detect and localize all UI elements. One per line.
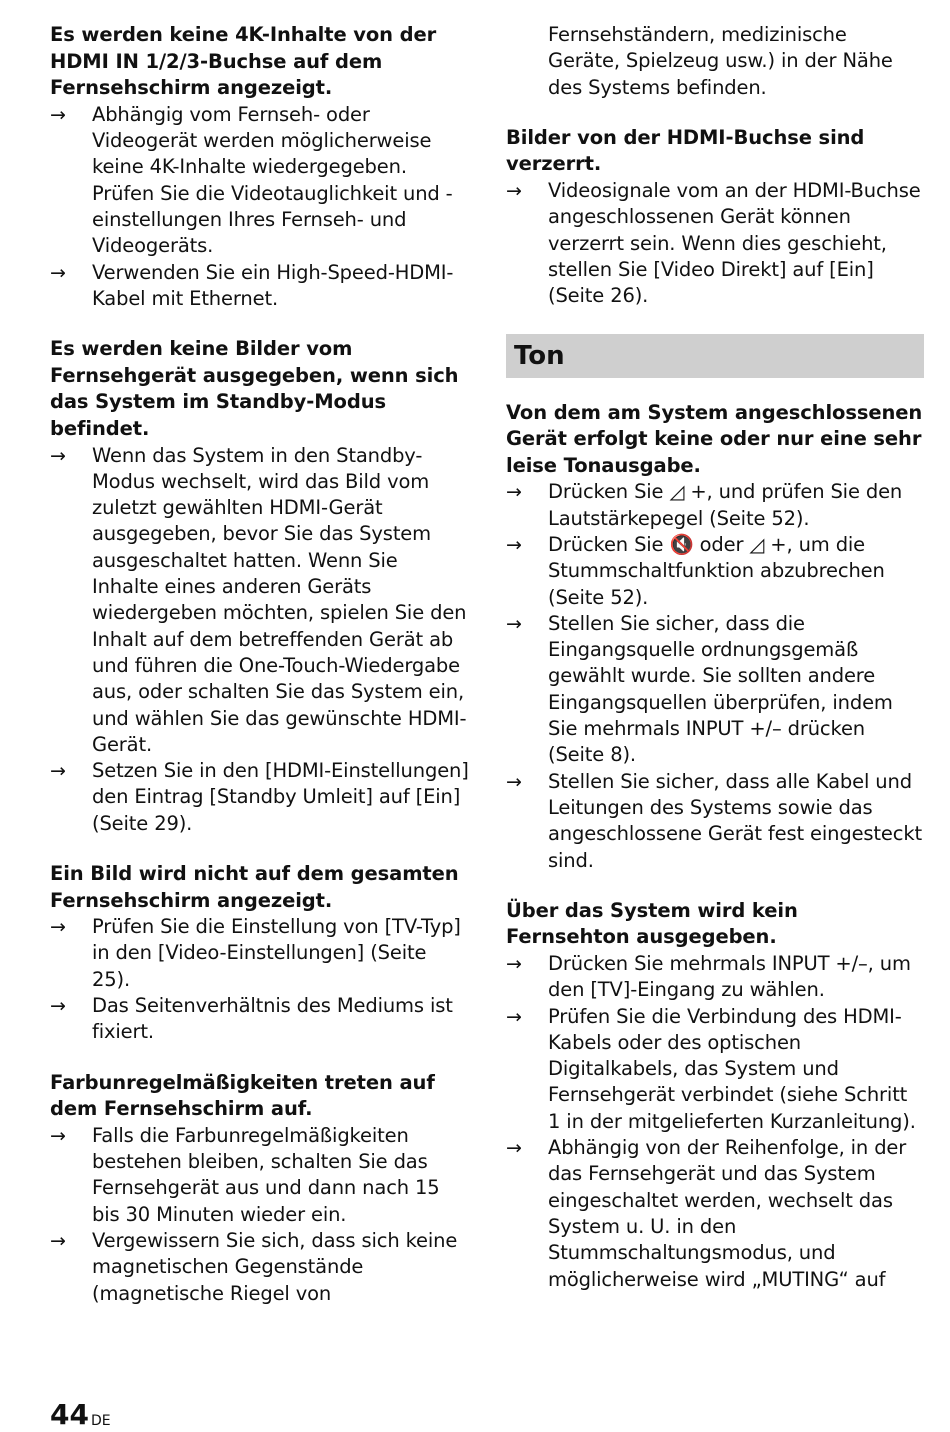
list-item: → Prüfen Sie die Verbindung des HDMI-Kabels oder des optischen Digitalkabels, das System und Fernsehgerät verbindet (siehe Schritt 1 in der mitgelieferten Kurzanleitung). bbox=[506, 1004, 916, 1133]
section-4k-content bbox=[50, 22, 470, 312]
continued-text: Fernsehständern, medizinische Geräte, Spielzeug usw.) in der Nähe des Systems befinden. bbox=[548, 23, 893, 99]
section-no-tv-sound bbox=[506, 898, 924, 1293]
list-item: → Drücken Sie 🔇 oder ◿ +, um die Stummschaltfunktion abzubrechen (Seite 52). bbox=[506, 532, 885, 609]
arrow-icon: → bbox=[506, 770, 522, 793]
arrow-icon: → bbox=[50, 760, 66, 783]
section-no-sound bbox=[506, 400, 924, 874]
page-number-value: 44 bbox=[50, 1398, 89, 1431]
question-heading: Über das System wird kein Fernsehton ausgegeben. bbox=[506, 898, 798, 949]
arrow-icon: → bbox=[50, 103, 66, 126]
arrow-icon: → bbox=[506, 1137, 522, 1160]
list-item: → Abhängig von der Reihenfolge, in der das Fernsehgerät und das System eingeschaltet werden, wechselt das System u. U. in den Stummschaltungsmodus, und möglicherweise wird „MUTING“ auf bbox=[506, 1136, 907, 1291]
arrow-icon: → bbox=[506, 481, 522, 504]
list-item: → Abhängig vom Fernseh- oder Videogerät werden möglicherweise keine 4K-Inhalte wiedergegeben. Prüfen Sie die Videotauglichkeit und -einstellungen Ihres Fernseh- und Videogeräts. bbox=[50, 102, 453, 258]
left-column bbox=[50, 22, 470, 1331]
list-item: → Videosignale vom an der HDMI-Buchse angeschlossenen Gerät können verzerrt sein. Wenn dies geschieht, stellen Sie [Video Direkt] auf [Ein] (Seite 26). bbox=[506, 179, 921, 308]
arrow-icon: → bbox=[506, 612, 522, 635]
question-heading: Es werden keine 4K-Inhalte von der HDMI IN 1/2/3-Buchse auf dem Fernsehschirm angezeigt. bbox=[50, 23, 437, 100]
question-heading: Von dem am System angeschlossenen Gerät erfolgt keine oder nur eine sehr leise Tonausgabe. bbox=[506, 400, 923, 477]
section-hdmi-distorted bbox=[506, 125, 924, 310]
right-column bbox=[506, 22, 924, 1317]
arrow-icon: → bbox=[50, 261, 66, 284]
list-item: → Das Seitenverhältnis des Mediums ist fixiert. bbox=[50, 994, 453, 1044]
list-item: → Vergewissern Sie sich, dass sich keine magnetischen Gegenstände (magnetische Riegel von bbox=[50, 1229, 458, 1305]
arrow-icon: → bbox=[506, 180, 522, 203]
section-band-ton bbox=[506, 334, 924, 378]
section-standby-output bbox=[50, 336, 470, 837]
list-item: → Falls die Farbunregelmäßigkeiten bestehen bleiben, schalten Sie das Fernsehgerät aus und dann nach 15 bis 30 Minuten wieder ein. bbox=[50, 1123, 440, 1226]
arrow-icon: → bbox=[506, 1005, 522, 1028]
arrow-icon: → bbox=[50, 995, 66, 1018]
section-continuation bbox=[506, 22, 924, 101]
question-heading: Bilder von der HDMI-Buchse sind verzerrt. bbox=[506, 125, 865, 176]
arrow-icon: → bbox=[50, 916, 66, 939]
question-heading: Es werden keine Bilder vom Fernsehgerät ausgegeben, wenn sich das System im Standby-Modus befindet. bbox=[50, 337, 459, 440]
section-title: Ton bbox=[514, 340, 565, 371]
question-heading: Farbunregelmäßigkeiten treten auf dem Fernsehschirm auf. bbox=[50, 1070, 435, 1121]
list-item: → Setzen Sie in den [HDMI-Einstellungen] den Eintrag [Standby Umleit] auf [Ein] (Seite 29). bbox=[50, 759, 469, 835]
question-heading: Ein Bild wird nicht auf dem gesamten Fernsehschirm angezeigt. bbox=[50, 861, 459, 912]
list-item: → Stellen Sie sicher, dass die Eingangsquelle ordnungsgemäß gewählt wurde. Sie sollten andere Eingangsquellen überprüfen, indem Sie mehrmals INPUT +/– drücken (Seite 8). bbox=[506, 611, 893, 767]
arrow-icon: → bbox=[50, 1124, 66, 1147]
list-item: → Verwenden Sie ein High-Speed-HDMI-Kabel mit Ethernet. bbox=[50, 260, 454, 310]
list-item: → Drücken Sie mehrmals INPUT +/–, um den [TV]-Eingang zu wählen. bbox=[506, 951, 911, 1002]
list-item: → Wenn das System in den Standby-Modus wechselt, wird das Bild vom zuletzt gewählten HDMI-Gerät ausgegeben, bevor Sie das System ausgeschaltet hatten. Wenn Sie Inhalte eines anderen Geräts wiedergeben möchten, spielen Sie den Inhalt auf dem betreffenden Gerät ab und führen die One-Touch-Wiedergabe aus, oder schalten Sie das System ein, und wählen Sie das gewünschte HDMI-Gerät. bbox=[50, 443, 467, 756]
page-number-suffix: DE bbox=[90, 1413, 111, 1429]
list-item: → Prüfen Sie die Einstellung von [TV-Typ] in den [Video-Einstellungen] (Seite 25). bbox=[50, 915, 461, 991]
arrow-icon: → bbox=[506, 952, 522, 975]
page-number bbox=[50, 1398, 111, 1432]
arrow-icon: → bbox=[506, 533, 522, 556]
list-item: → Drücken Sie ◿ +, und prüfen Sie den Lautstärkepegel (Seite 52). bbox=[506, 480, 903, 530]
section-color-irregularities bbox=[50, 1070, 470, 1307]
arrow-icon: → bbox=[50, 1230, 66, 1253]
list-item: → Stellen Sie sicher, dass alle Kabel und Leitungen des Systems sowie das angeschlossene Gerät fest eingesteckt sind. bbox=[506, 769, 922, 872]
arrow-icon: → bbox=[50, 444, 66, 467]
section-full-screen bbox=[50, 861, 470, 1046]
